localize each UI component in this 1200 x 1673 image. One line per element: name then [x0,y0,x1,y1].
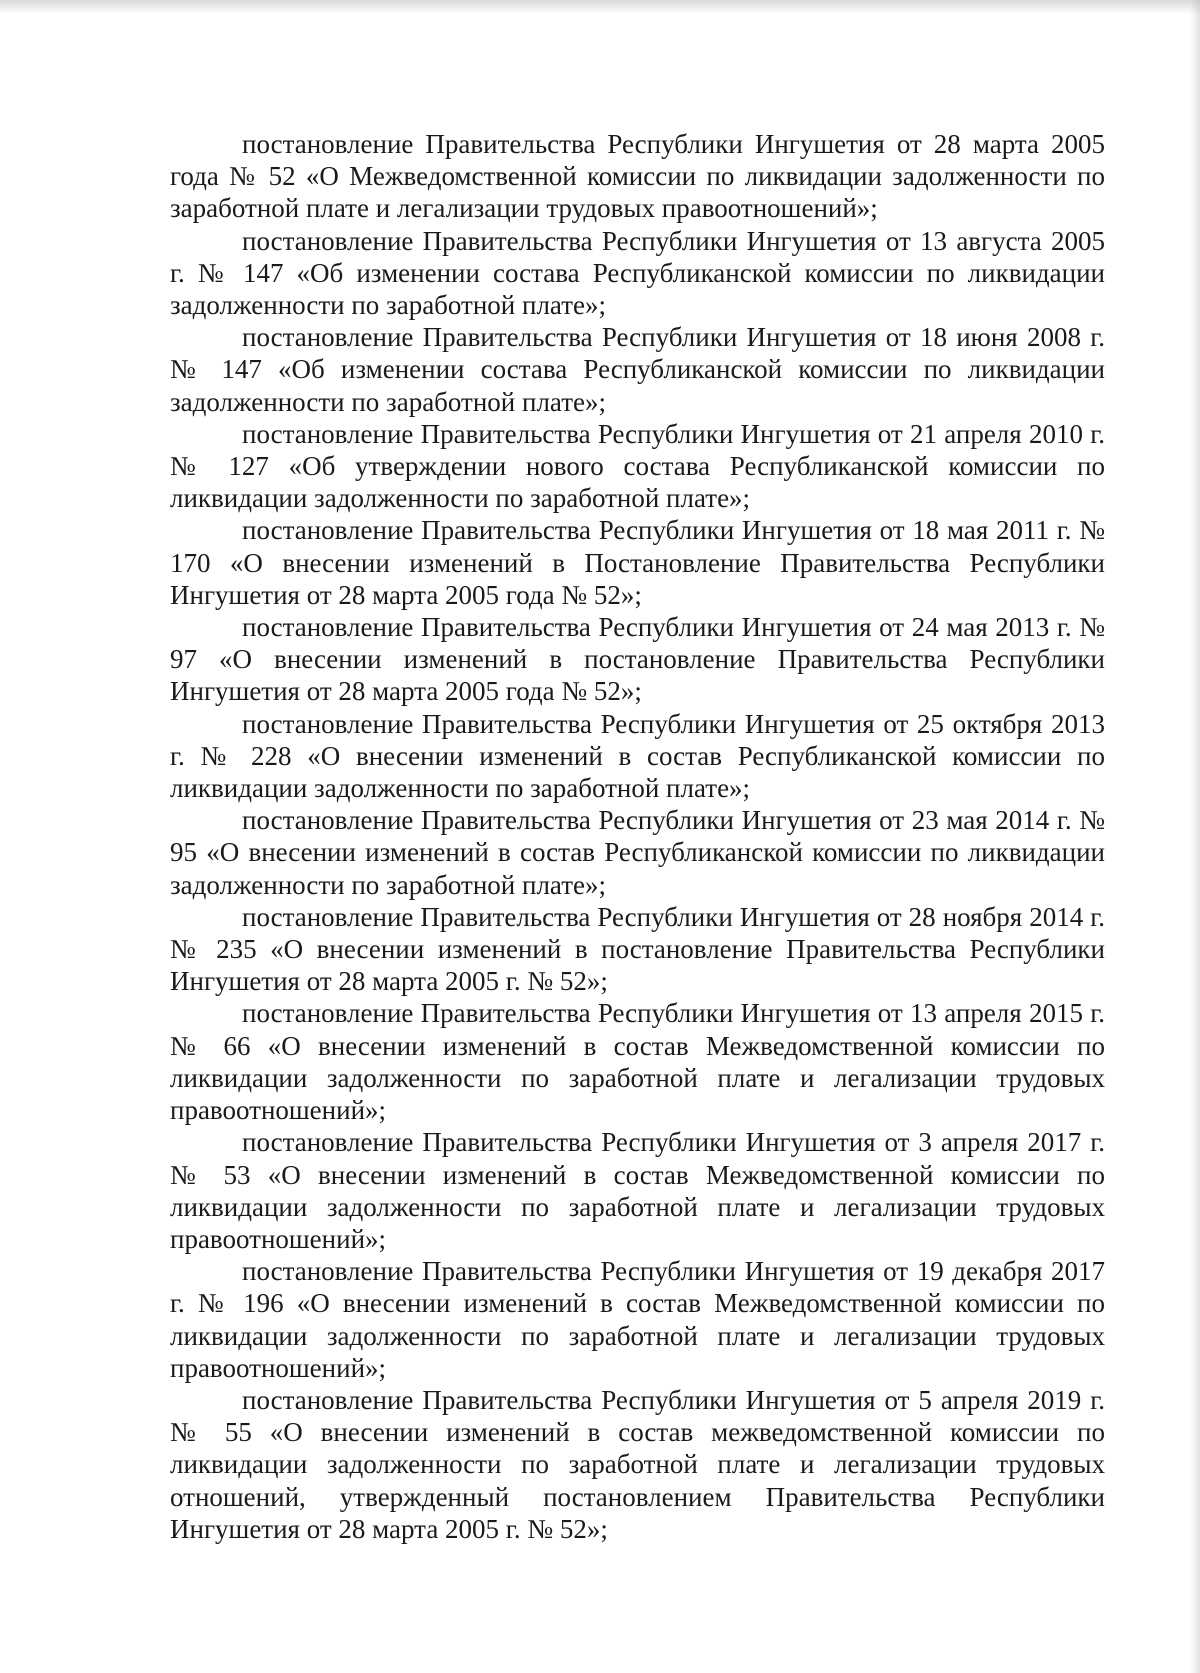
paragraph-7: постановление Правительства Республики Ингушетия от 25 октября 2013 г. № 228 «О внесении изменений в состав Республиканской комиссии по ликвидации задолженности по заработной плате»; [170,708,1105,804]
paragraph-11: постановление Правительства Республики Ингушетия от 3 апреля 2017 г. № 53 «О внесении изменений в состав Межведомственной комиссии по ликвидации задолженности по заработной плате и легализации трудовых правоотношений»; [170,1127,1105,1254]
paragraph-13: постановление Правительства Республики Ингушетия от 5 апреля 2019 г. № 55 «О внесении изменений в состав межведомственной комиссии по ликвидации задолженности по заработной плате и легализации трудовых отношений, утвержденный постановлением Правительства Республики Ингушетия от 28 марта 2005 г. № 52»; [170,1384,1105,1544]
paragraph-5: постановление Правительства Республики Ингушетия от 18 мая 2011 г. № 170 «О внесении изменений в Постановление Правительства Республики Ингушетия от 28 марта 2005 года № 52»; [170,515,1105,610]
paragraph-4: постановление Правительства Республики Ингушетия от 21 апреля 2010 г. № 127 «Об утверждении нового состава Республиканской комиссии по ликвидации задолженности по заработной плате»; [170,418,1105,514]
paragraph-2: постановление Правительства Республики Ингушетия от 13 августа 2005 г. № 147 «Об изменении состава Республиканской комиссии по ликвидации задолженности по заработной плате»; [170,225,1105,321]
paragraph-1: постановление Правительства Республики Ингушетия от 28 марта 2005 года № 52 «О Межведомственной комиссии по ликвидации задолженности по заработной плате и легализации трудовых правоотношений»; [170,129,1105,224]
paragraph-8: постановление Правительства Республики Ингушетия от 23 мая 2014 г. № 95 «О внесении изменений в состав Республиканской комиссии по ликвидации задолженности по заработной плате»; [170,805,1105,900]
scan-edge-top [0,0,1200,14]
paragraph-9: постановление Правительства Республики Ингушетия от 28 ноября 2014 г. № 235 «О внесении изменений в постановление Правительства Республики Ингушетия от 28 марта 2005 г. № 52»; [170,901,1105,997]
document-body [170,128,1105,1545]
paragraph-10: постановление Правительства Республики Ингушетия от 13 апреля 2015 г. № 66 «О внесении изменений в состав Межведомственной комиссии по ликвидации задолженности по заработной плате и легализации трудовых правоотношений»; [170,998,1105,1126]
paragraph-3: постановление Правительства Республики Ингушетия от 18 июня 2008 г. № 147 «Об изменении состава Республиканской комиссии по ликвидации задолженности по заработной плате»; [170,322,1105,417]
paragraph-6: постановление Правительства Республики Ингушетия от 24 мая 2013 г. № 97 «О внесении изменений в постановление Правительства Республики Ингушетия от 28 марта 2005 года № 52»; [170,612,1105,707]
paragraph-12: постановление Правительства Республики Ингушетия от 19 декабря 2017 г. № 196 «О внесении изменений в состав Межведомственной комиссии по ликвидации задолженности по заработной плате и легализации трудовых правоотношений»; [170,1256,1105,1383]
scan-edge-right [1190,0,1200,1673]
